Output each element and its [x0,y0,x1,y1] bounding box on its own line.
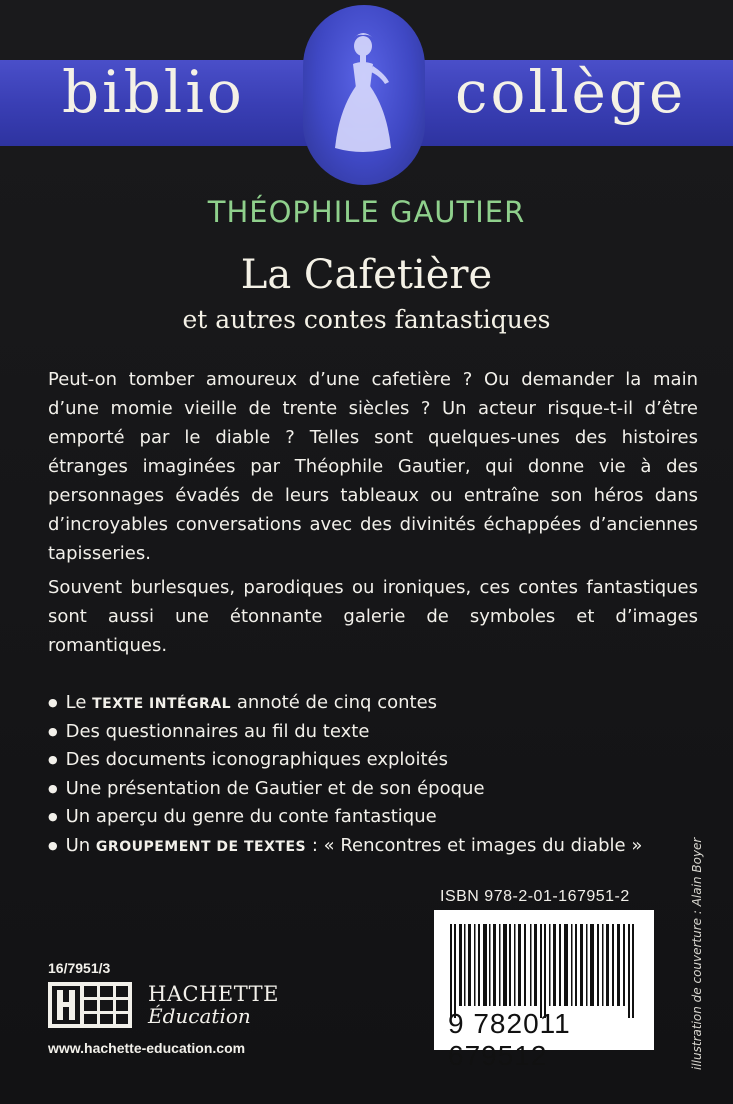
feature-item: ● Un GROUPEMENT DE TEXTES : « Rencontres et images du diable » [48,832,688,861]
series-name-right: collège [455,58,687,126]
feature-item: ● Le TEXTE INTÉGRAL annoté de cinq contes [48,689,688,718]
edition-code: 16/7951/3 [48,960,111,976]
publisher-name: HACHETTE [148,982,279,1006]
series-name-left: biblio [62,58,245,126]
book-subtitle: et autres contes fantastiques [182,305,551,334]
feature-item: ● Des questionnaires au fil du texte [48,718,688,747]
blurb-paragraph-1: Peut-on tomber amoureux d’une cafetière ? Ou demander la main d’une momie vieille de trente siècles ? Un acteur risque-t-il d’être emporté par le diable ? Telles sont quelques-unes des histoires étranges imaginées par Théophile Gautier, qui donne vie à des personnages évadés de leurs tableaux ou entraîne son héros dans d’incroyables conversations avec des divinités échappées d’anciennes tapisseries. [48,369,698,564]
feature-list [48,689,688,860]
publisher-url: www.hachette-education.com [48,1040,246,1056]
feature-item: ● Une présentation de Gautier et de son époque [48,775,688,804]
feature-item: ● Des documents iconographiques exploités [48,746,688,775]
barcode [434,910,654,1071]
hachette-logo-icon [48,982,132,1028]
barcode-digits: 9 782011 679512 [448,1008,571,1071]
lady-silhouette-icon [323,30,403,160]
feature-item: ● Un aperçu du genre du conte fantastique [48,803,688,832]
cover-credit: illustration de couverture : Alain Boyer [690,837,704,1070]
book-title: La Cafetière [240,252,493,298]
author-name: THÉOPHILE GAUTIER [207,195,526,229]
blurb-paragraph-2: Souvent burlesques, parodiques ou ironiques, ces contes fantastiques sont aussi une étonnante galerie de symboles et d’images romantiques. [48,577,698,656]
isbn-label: ISBN 978-2-01-167951-2 [440,888,630,905]
publisher-division: Éducation [148,1004,251,1028]
